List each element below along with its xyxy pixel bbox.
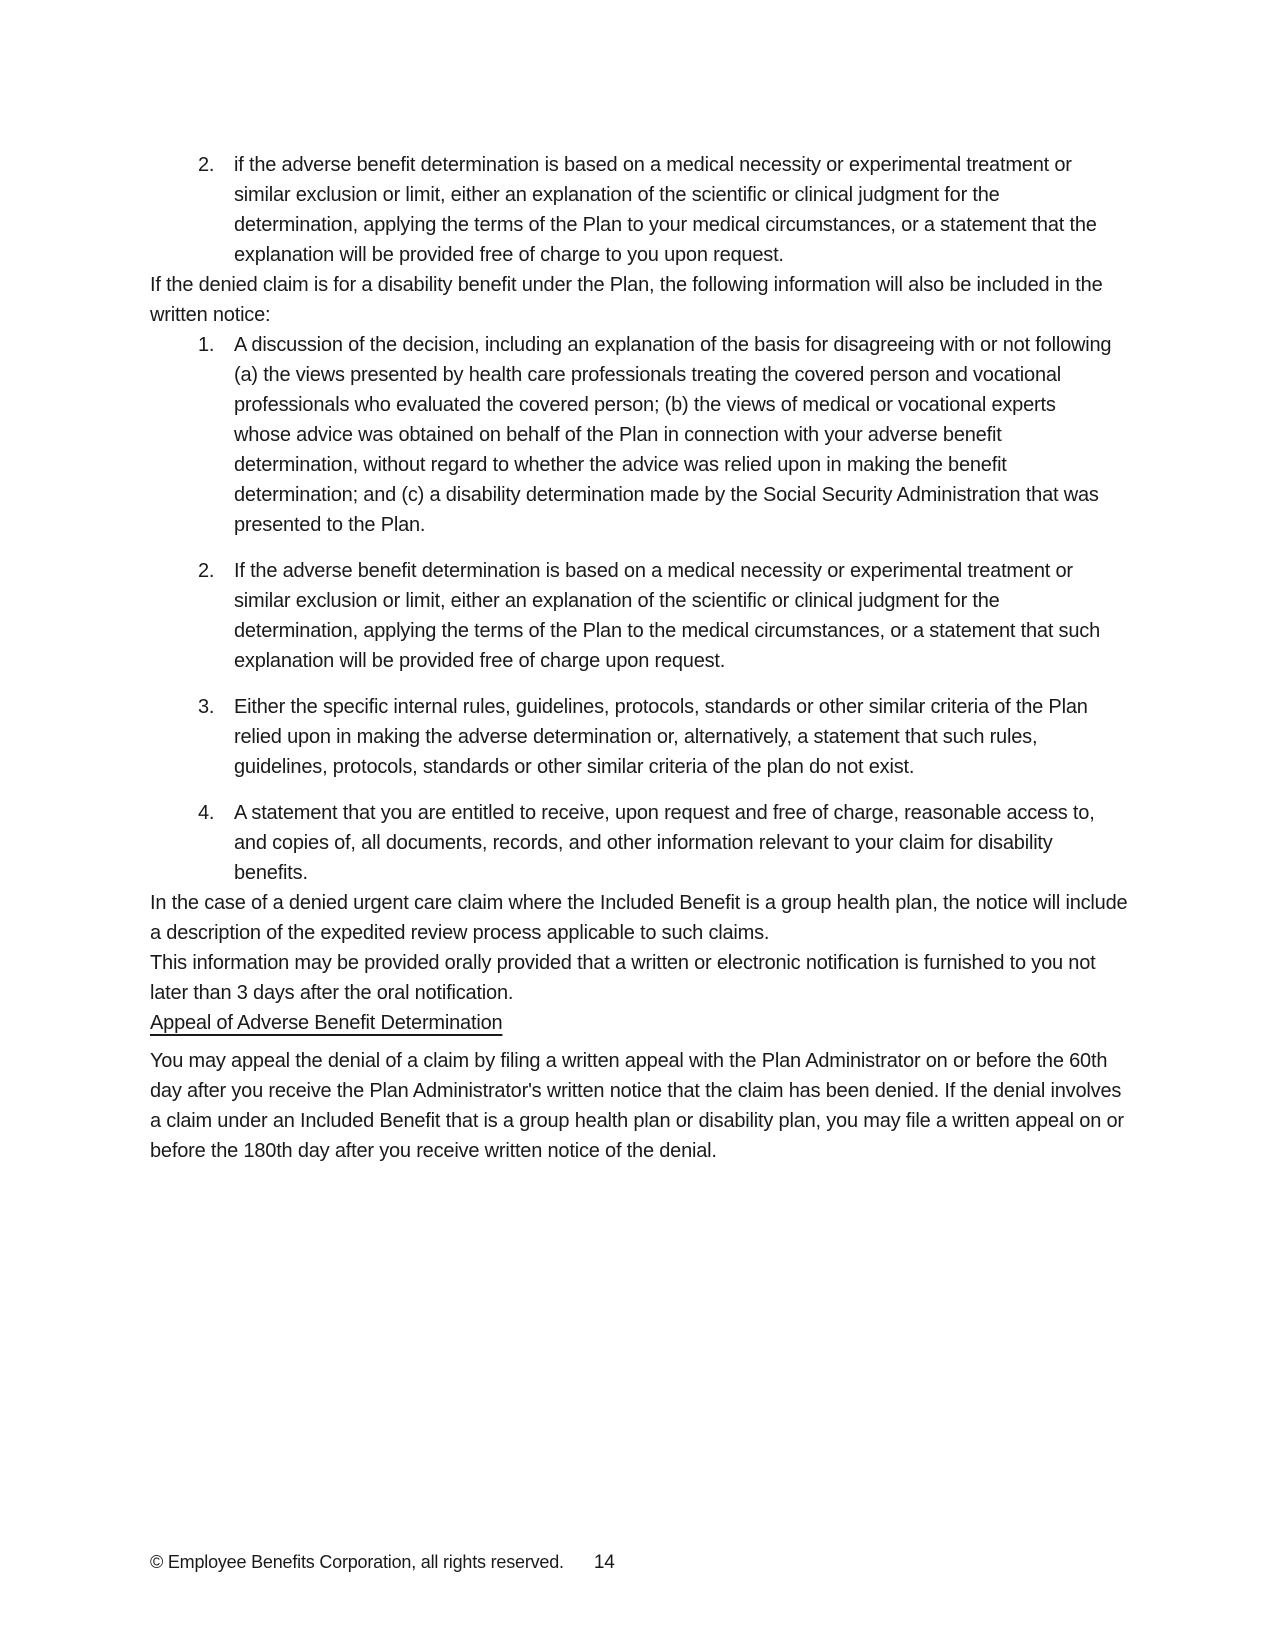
disability-notice-list bbox=[150, 330, 1135, 888]
paragraph-appeal-body: You may appeal the denial of a claim by filing a written appeal with the Plan Administrator on or before the 60th day after you receive the Plan Administrator's written notice that the claim has been denied. If the denial involves a claim under an Included Benefit that is a group health plan or disability plan, you may file a written appeal on or before the 180th day after you receive written notice of the denial. bbox=[150, 1050, 1124, 1162]
continuation-list bbox=[150, 150, 1135, 270]
list-item-number: 2. bbox=[198, 560, 215, 582]
list-item-number: 1. bbox=[198, 334, 215, 356]
list-item-text: A discussion of the decision, including an explanation of the basis for disagreeing with or not following (a) the views presented by health care professionals treating the covered person and vocational professionals who evaluated the covered person; (b) the views of medical or vocational experts whose advice was obtained on behalf of the Plan in connection with your adverse benefit determination, without regard to whether the advice was relied upon in making the benefit determination; and (c) a disability determination made by the Social Security Administration that was presented to the Plan. bbox=[234, 334, 1112, 536]
list-item-text: If the adverse benefit determination is based on a medical necessity or experimental treatment or similar exclusion or limit, either an explanation of the scientific or clinical judgment for the determination, applying the terms of the Plan to the medical circumstances, or a statement that such explanation will be provided free of charge upon request. bbox=[234, 560, 1101, 672]
paragraph-urgent-care: In the case of a denied urgent care claim where the Included Benefit is a group health plan, the notice will include a description of the expedited review process applicable to such claims. bbox=[150, 892, 1128, 944]
list-item-text: if the adverse benefit determination is based on a medical necessity or experimental treatment or similar exclusion or limit, either an explanation of the scientific or clinical judgment for the determination, applying the terms of the Plan to your medical circumstances, or a statement that the explanation will be provided free of charge to you upon request. bbox=[234, 154, 1097, 266]
list-item-text: A statement that you are entitled to receive, upon request and free of charge, reasonable access to, and copies of, all documents, records, and other information relevant to your claim for disability benefits. bbox=[234, 802, 1095, 884]
list-item-text: Either the specific internal rules, guidelines, protocols, standards or other similar criteria of the Plan relied upon in making the adverse determination or, alternatively, a statement that such rules, guidelines, protocols, standards or other similar criteria of the plan do not exist. bbox=[234, 696, 1088, 778]
list-item bbox=[198, 798, 1135, 888]
paragraph-oral-notice: This information may be provided orally provided that a written or electronic notification is furnished to you not later than 3 days after the oral notification. bbox=[150, 952, 1096, 1004]
list-item-number: 2. bbox=[198, 154, 215, 176]
list-item-number: 4. bbox=[198, 802, 215, 824]
list-item bbox=[198, 692, 1135, 782]
list-item bbox=[198, 556, 1135, 676]
section-heading-appeal: Appeal of Adverse Benefit Determination bbox=[150, 1012, 503, 1034]
list-item bbox=[198, 330, 1135, 540]
paragraph-disability-intro: If the denied claim is for a disability benefit under the Plan, the following information will also be included in the written notice: bbox=[150, 274, 1103, 326]
list-item-number: 3. bbox=[198, 696, 215, 718]
footer-copyright: © Employee Benefits Corporation, all rights reserved. bbox=[150, 1552, 564, 1572]
footer-page-number: 14 bbox=[593, 1552, 615, 1573]
page-footer bbox=[150, 1547, 615, 1578]
list-item bbox=[198, 150, 1135, 270]
